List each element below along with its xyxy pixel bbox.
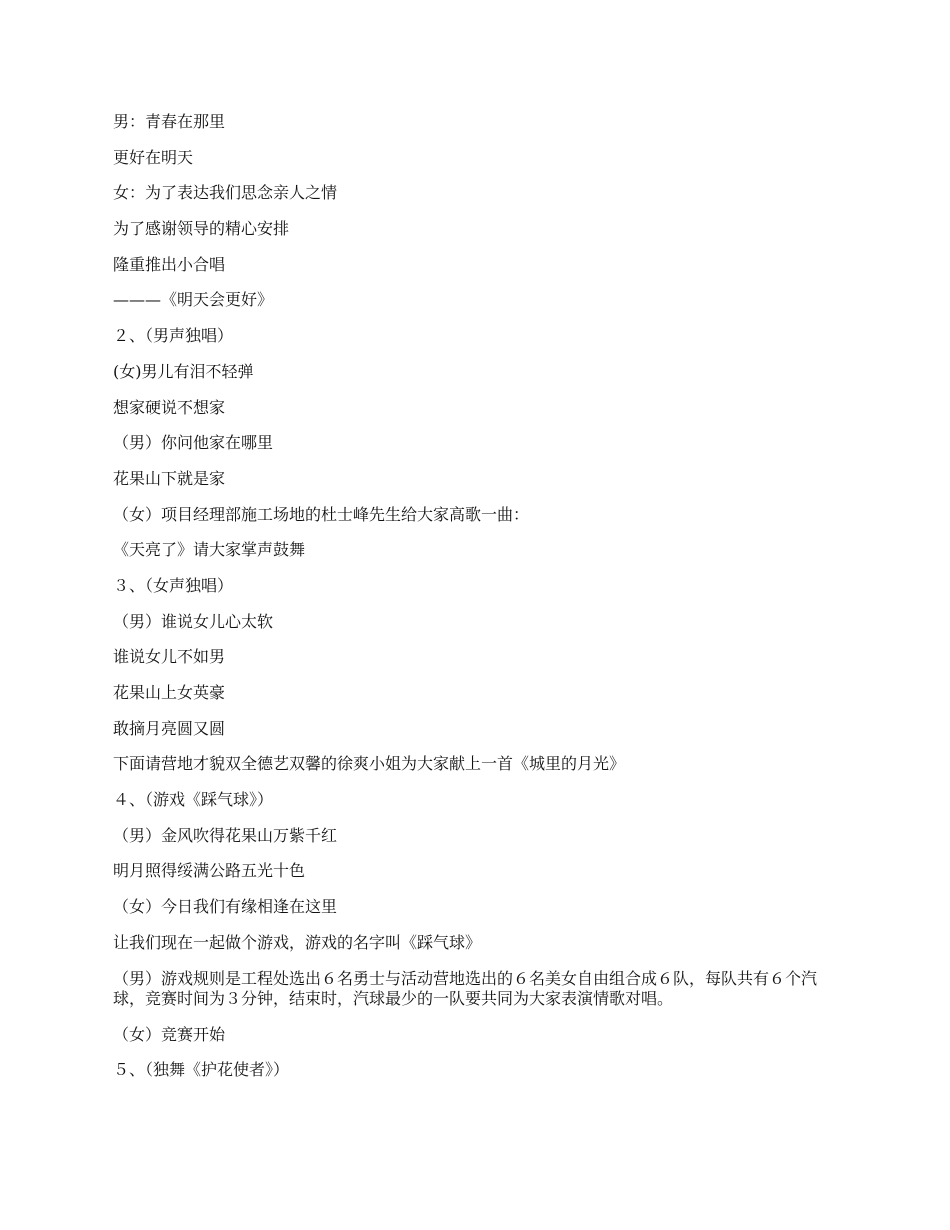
text-line: （男）你问他家在哪里 <box>113 433 274 453</box>
section-heading: ４、（游戏《踩气球》） <box>113 790 274 810</box>
text-line: 花果山下就是家 <box>113 468 226 488</box>
text-line: （男）谁说女儿心太软 <box>113 611 274 631</box>
text-line: 隆重推出小合唱 <box>113 254 226 274</box>
text-line: (女)男儿有泪不轻弹 <box>113 361 254 381</box>
text-line: 女：为了表达我们思念亲人之情 <box>113 183 338 203</box>
text-line: 花果山上女英豪 <box>113 683 226 702</box>
text-paragraph: （男）游戏规则是工程处选出６名勇士与活动营地选出的６名美女自由组合成６队，每队共有６个汽球，竞赛时间为３分钟，结束时，汽球最少的一队要共同为大家表演情歌对唱。 <box>113 968 818 1008</box>
document-body <box>113 112 843 1096</box>
text-line: 下面请营地才貌双全德艺双馨的徐爽小姐为大家献上一首《城里的月光》 <box>113 754 626 774</box>
text-line: 敢摘月亮圆又圆 <box>113 718 226 738</box>
text-line: （女）今日我们有缘相逢在这里 <box>113 897 338 917</box>
text-line: 谁说女儿不如男 <box>113 647 226 667</box>
text-line: 男：青春在那里 <box>113 112 226 131</box>
text-line: 为了感谢领导的精心安排 <box>113 219 290 239</box>
text-line: ———《明天会更好》 <box>113 290 274 310</box>
text-line: 明月照得绥满公路五光十色 <box>113 861 306 881</box>
section-heading: ３、（女声独唱） <box>113 575 234 595</box>
section-heading: ５、（独舞《护花使者》） <box>113 1060 290 1080</box>
text-line: 《天亮了》请大家掌声鼓舞 <box>113 540 306 560</box>
text-line: 想家硬说不想家 <box>113 397 226 417</box>
text-line: （男）金风吹得花果山万紫千红 <box>113 825 338 845</box>
text-line: （女）竞赛开始 <box>113 1024 226 1044</box>
section-heading: ２、（男声独唱） <box>113 326 234 346</box>
text-line: 更好在明天 <box>113 147 194 167</box>
text-line: （女）项目经理部施工场地的杜士峰先生给大家高歌一曲： <box>113 504 530 524</box>
text-line: 让我们现在一起做个游戏，游戏的名字叫《踩气球》 <box>113 932 482 952</box>
